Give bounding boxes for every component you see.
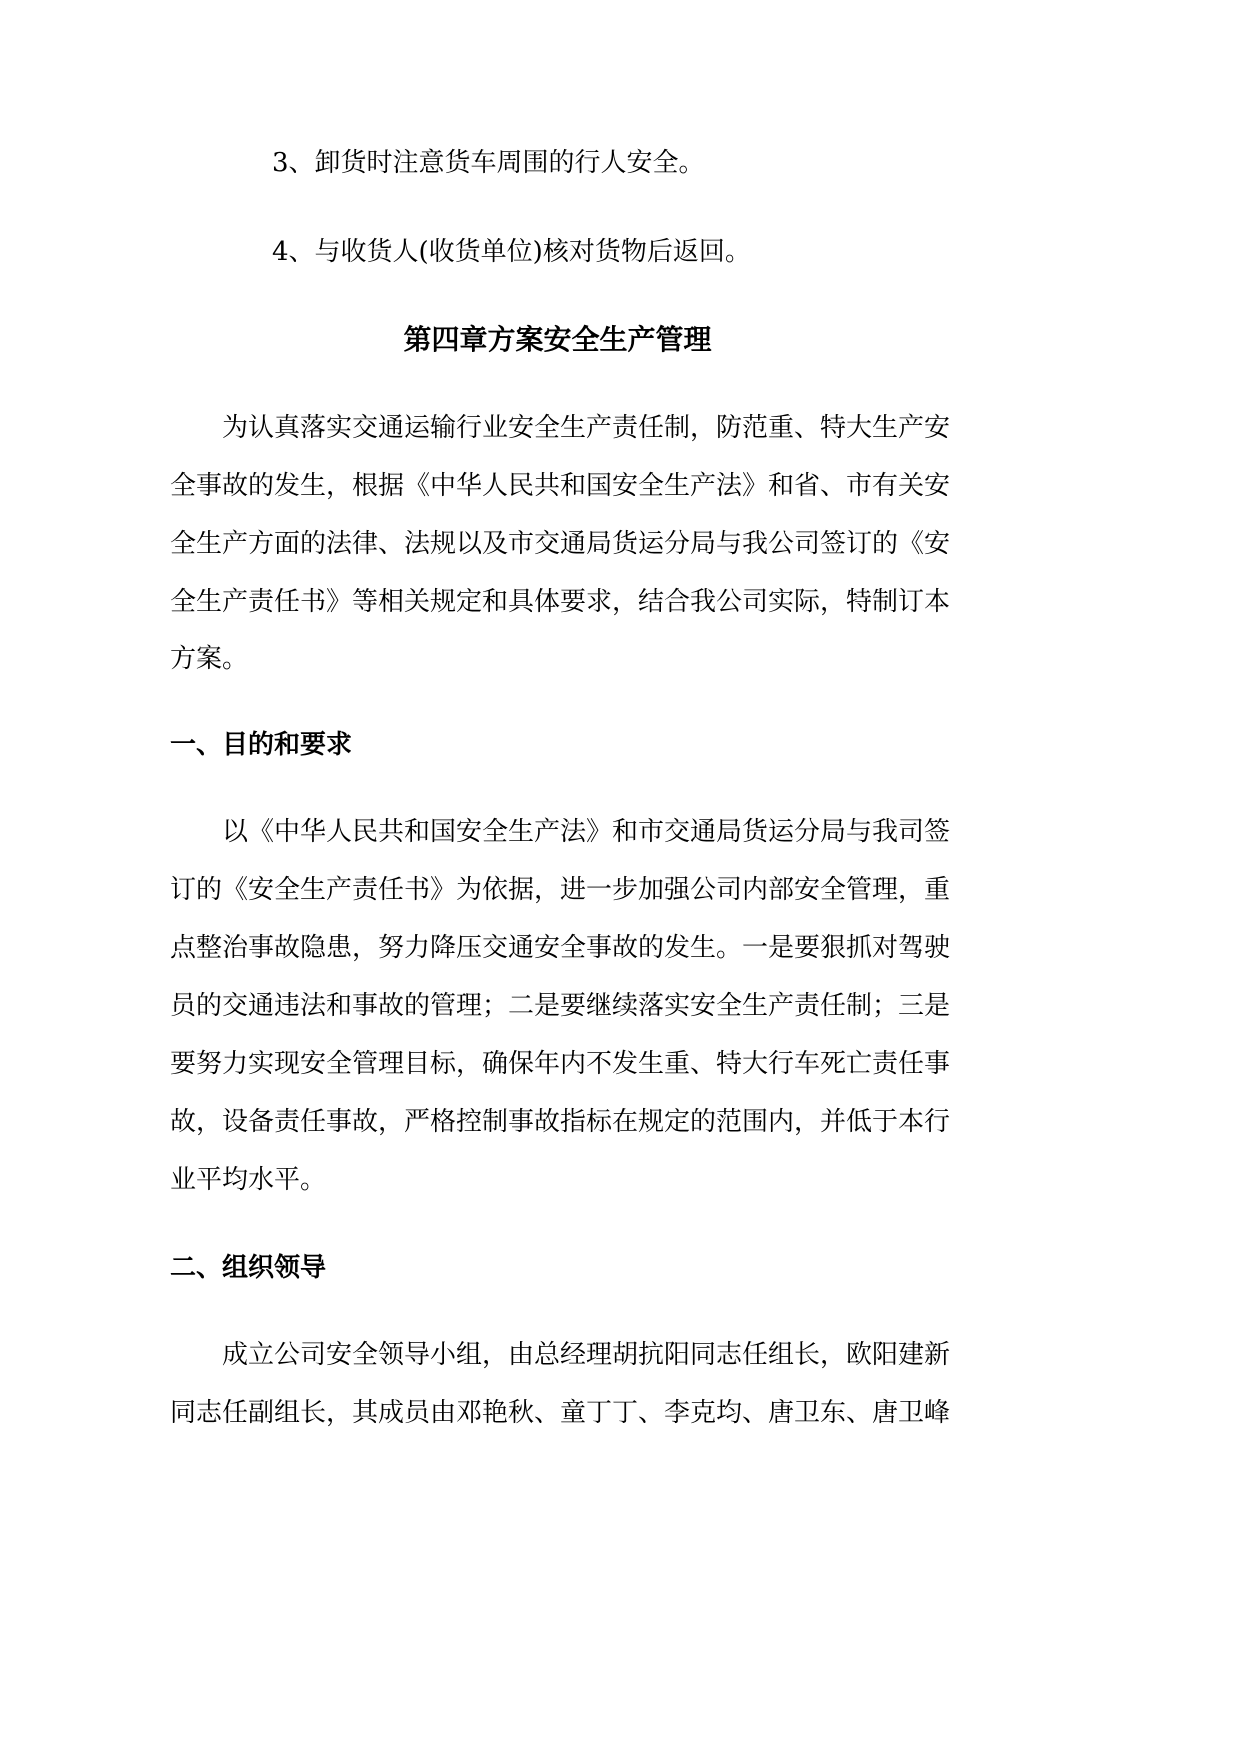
chapter-title: 第四章方案安全生产管理 [403,323,712,356]
section-heading: 一、目的和要求 [170,730,353,760]
paragraph-line: 方案。 [170,644,249,674]
paragraph-line: 故，设备责任事故，严格控制事故指标在规定的范围内，并低于本行 [170,1107,951,1137]
paragraph-line: 要努力实现安全管理目标，确保年内不发生重、特大行车死亡责任事 [170,1049,951,1079]
paragraph-line: 以《中华人民共和国安全生产法》和市交通局货运分局与我司签 [222,817,951,847]
paragraph-line: 点整治事故隐患，努力降压交通安全事故的发生。一是要狠抓对驾驶 [170,933,951,963]
paragraph-line: 为认真落实交通运输行业安全生产责任制，防范重、特大生产安 [222,413,951,443]
list-item: 3、卸货时注意货车周围的行人安全。 [272,148,705,178]
paragraph-line: 业平均水平。 [170,1165,327,1195]
list-item: 4、与收货人(收货单位)核对货物后返回。 [272,237,751,267]
paragraph-line: 订的《安全生产责任书》为依据，进一步加强公司内部安全管理，重 [170,875,951,905]
paragraph-line: 全生产责任书》等相关规定和具体要求，结合我公司实际，特制订本 [170,587,951,617]
section-heading: 二、组织领导 [170,1253,327,1283]
paragraph-line: 全生产方面的法律、法规以及市交通局货运分局与我公司签订的《安 [170,529,951,559]
paragraph-line: 同志任副组长，其成员由邓艳秋、童丁丁、李克均、唐卫东、唐卫峰 [170,1398,951,1428]
paragraph-line: 成立公司安全领导小组，由总经理胡抗阳同志任组长，欧阳建新 [222,1340,951,1370]
paragraph-line: 员的交通违法和事故的管理；二是要继续落实安全生产责任制；三是 [170,991,951,1021]
paragraph-line: 全事故的发生，根据《中华人民共和国安全生产法》和省、市有关安 [170,471,951,501]
